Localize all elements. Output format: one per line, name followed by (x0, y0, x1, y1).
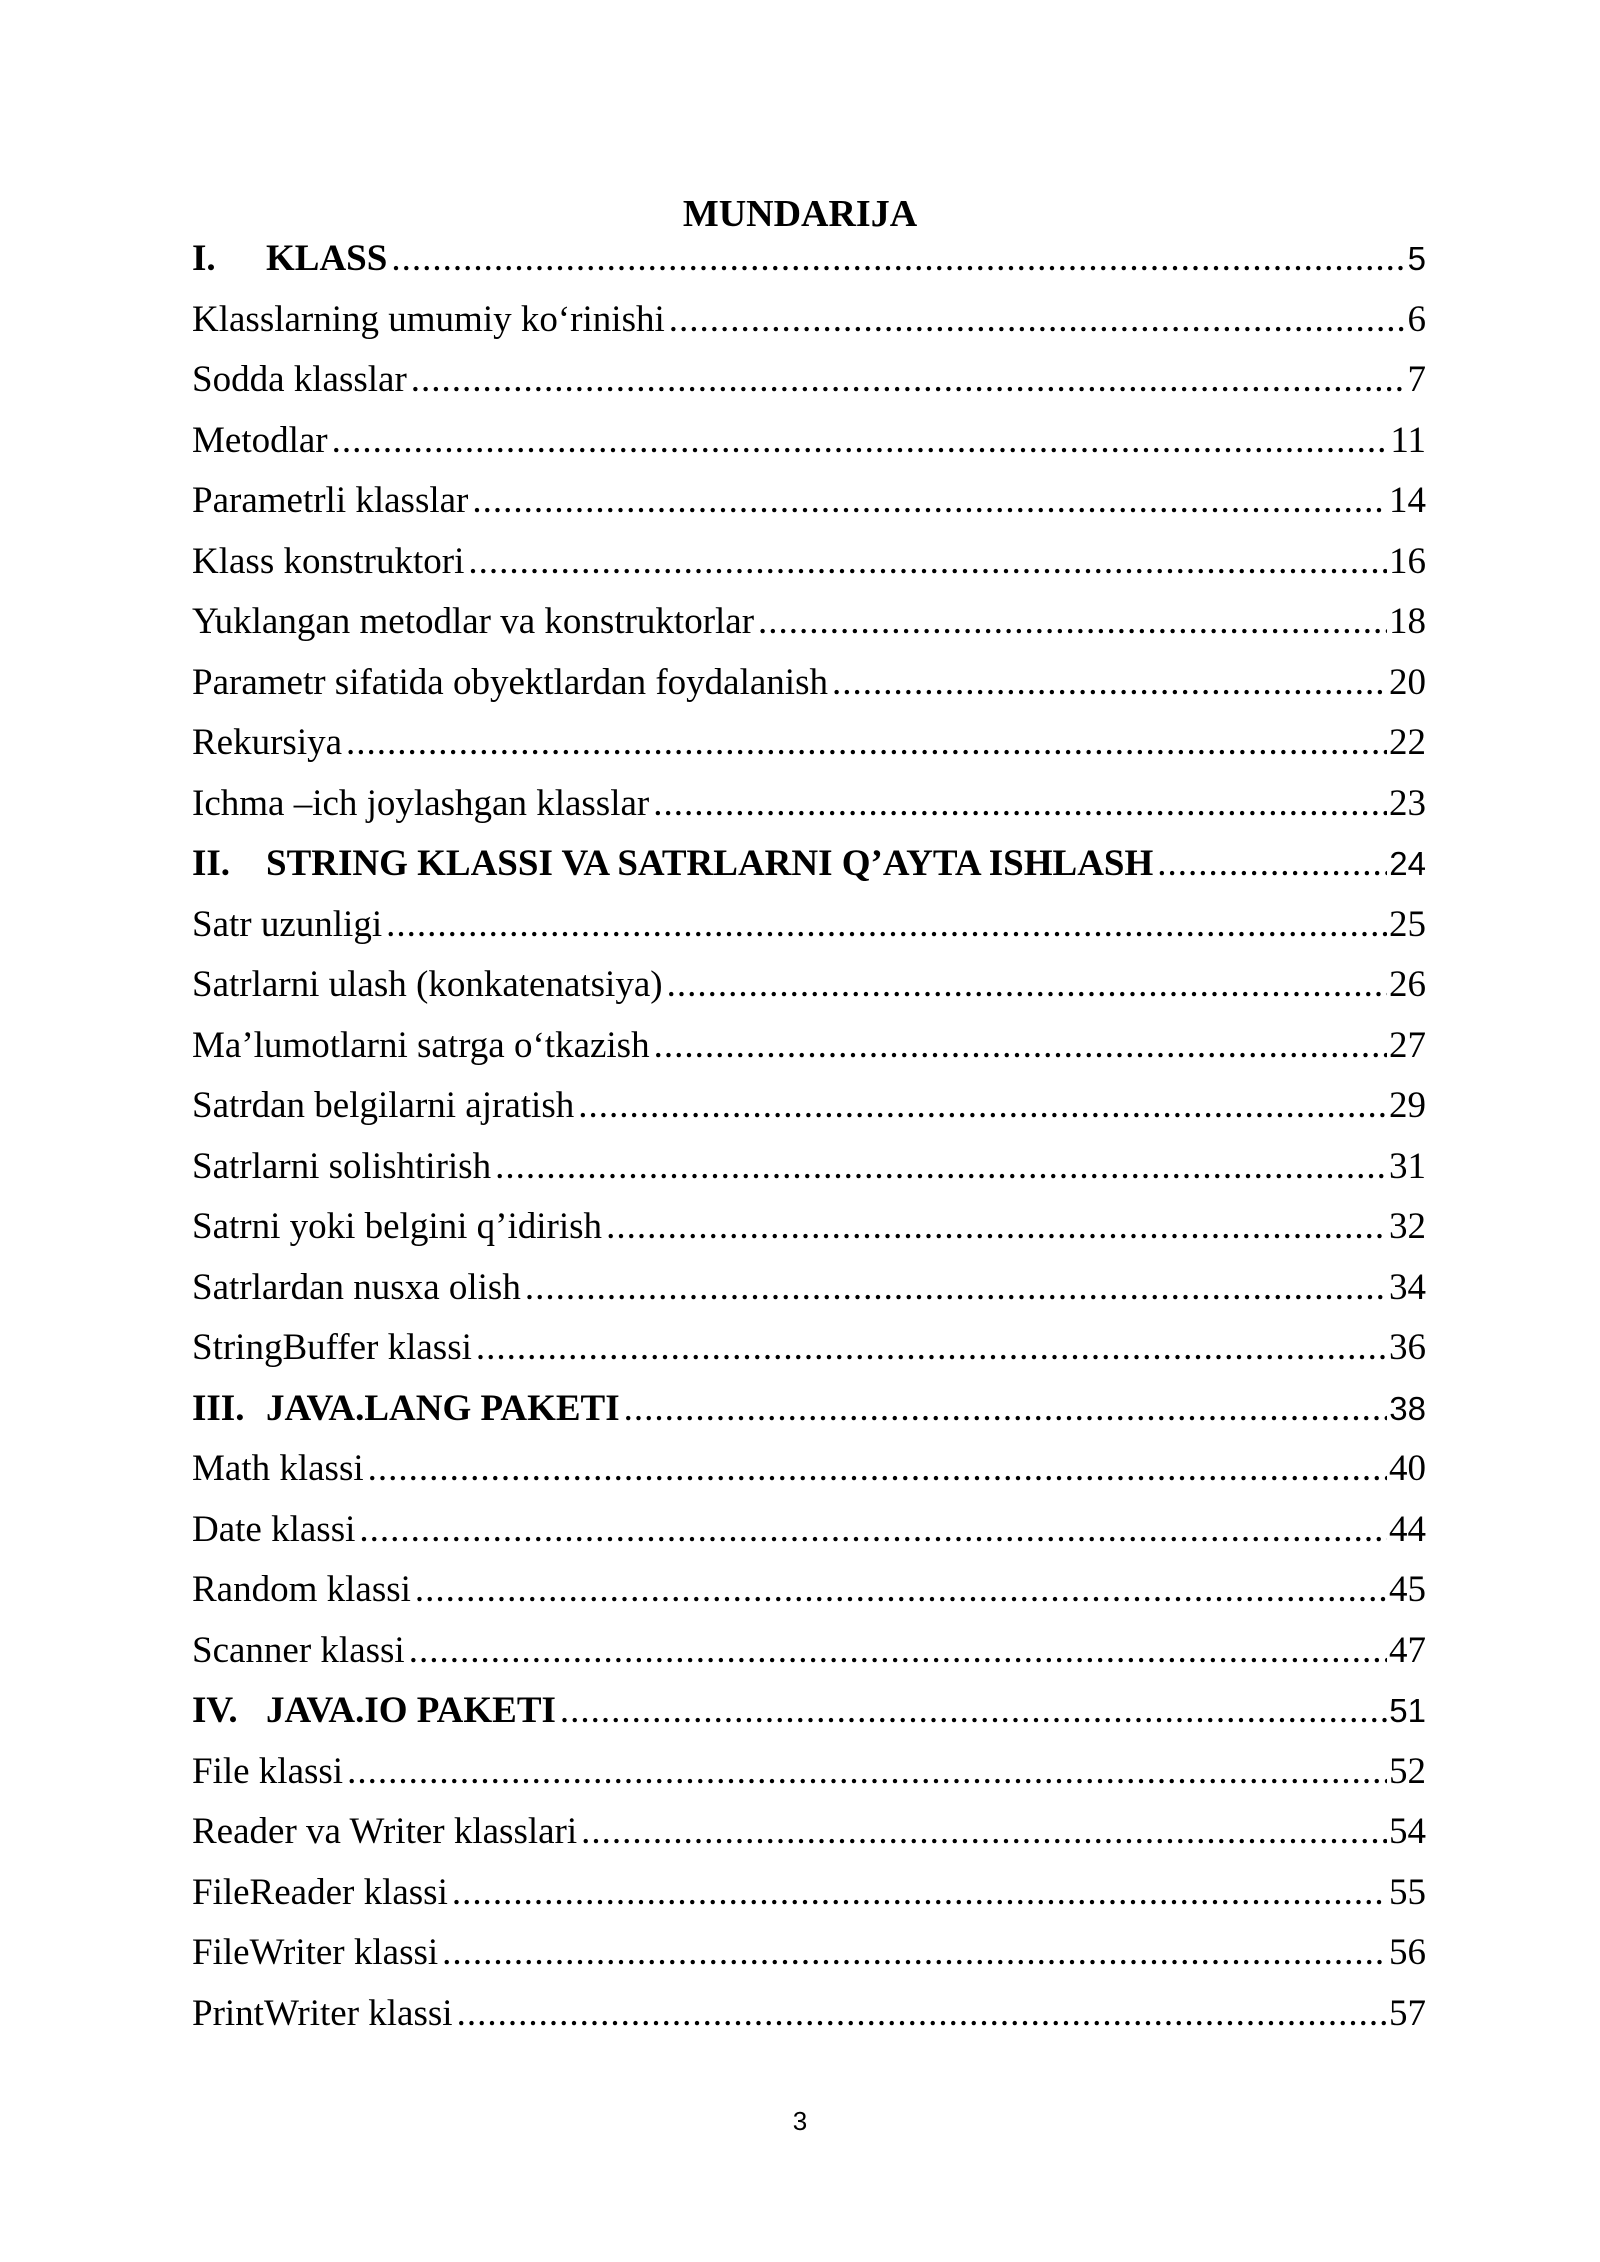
toc-dot-leader (415, 1568, 1387, 1611)
toc-dot-leader (525, 1266, 1387, 1309)
toc-entry-title: Ichma ‒ich joylashgan klasslar (192, 782, 650, 824)
toc-page-number: 24 (1389, 845, 1426, 882)
toc-section-entry[interactable] (192, 1326, 1426, 1387)
toc-page-number: 31 (1389, 1145, 1426, 1187)
toc-section-entry[interactable] (192, 1992, 1426, 2053)
toc-entry-title: Satr uzunligi (192, 903, 383, 945)
toc-dot-leader (347, 1750, 1387, 1793)
toc-page-number: 52 (1389, 1750, 1426, 1792)
toc-page-number: 47 (1389, 1629, 1426, 1671)
toc-page-number: 45 (1389, 1569, 1426, 1610)
toc-section-entry[interactable] (192, 1810, 1426, 1871)
toc-dot-leader (495, 1145, 1387, 1188)
toc-dot-leader (624, 1387, 1388, 1430)
toc-page-number: 7 (1407, 359, 1426, 400)
toc-page-number: 14 (1389, 480, 1426, 521)
toc-entry-title: Satrlardan nusxa olish (192, 1266, 521, 1308)
toc-page-number: 5 (1407, 240, 1426, 277)
toc-section-entry[interactable] (192, 1266, 1426, 1327)
toc-page-number: 22 (1389, 722, 1426, 763)
toc-entry-title: FileWriter klassi (192, 1932, 439, 1973)
toc-section-entry[interactable] (192, 298, 1426, 359)
toc-chapter-entry[interactable] (192, 1689, 1426, 1750)
toc-page-number: 20 (1389, 661, 1426, 703)
toc-dot-leader (758, 600, 1387, 643)
toc-dot-leader (667, 963, 1387, 1006)
toc-dot-leader (457, 1992, 1387, 2035)
toc-entry-title: Date klassi (192, 1508, 356, 1550)
toc-dot-leader (346, 721, 1387, 764)
toc-page-number: 18 (1389, 601, 1426, 642)
toc-dot-leader (359, 1508, 1387, 1551)
toc-dot-leader (391, 237, 1405, 280)
toc-section-entry[interactable] (192, 1508, 1426, 1569)
toc-entry-title: Klass konstruktori (192, 540, 465, 582)
toc-entry-title: PrintWriter klassi (192, 1992, 453, 2034)
toc-entry-title: Satrlarni ulash (konkatenatsiya) (192, 964, 663, 1005)
toc-section-entry[interactable] (192, 1629, 1426, 1690)
toc-entry-title: Random klassi (192, 1569, 411, 1610)
toc-entry-title: JAVA.IO PAKETI (266, 1690, 556, 1731)
toc-section-entry[interactable] (192, 963, 1426, 1024)
toc-section-entry[interactable] (192, 1750, 1426, 1811)
table-of-contents (192, 237, 1426, 2052)
toc-page-number: 54 (1389, 1811, 1426, 1852)
toc-dot-leader (386, 903, 1387, 946)
toc-dot-leader (472, 479, 1387, 522)
toc-page-number: 25 (1389, 903, 1426, 945)
toc-entry-title: Parametrli klasslar (192, 480, 469, 521)
toc-section-entry[interactable] (192, 1145, 1426, 1206)
toc-entry-title: StringBuffer klassi (192, 1327, 472, 1368)
toc-page-number: 11 (1390, 419, 1426, 461)
toc-dot-leader (578, 1084, 1387, 1127)
toc-dot-leader (606, 1205, 1387, 1248)
toc-section-entry[interactable] (192, 1024, 1426, 1085)
toc-page-number: 6 (1407, 298, 1426, 340)
toc-dot-leader (653, 782, 1387, 825)
toc-section-entry[interactable] (192, 721, 1426, 782)
toc-dot-leader (442, 1931, 1387, 1974)
toc-section-entry[interactable] (192, 903, 1426, 964)
toc-dot-leader (452, 1871, 1387, 1914)
toc-entry-title: Scanner klassi (192, 1629, 405, 1671)
toc-entry-title: Klasslarning umumiy ko‘rinishi (192, 298, 665, 340)
toc-entry-title: Satrdan belgilarni ajratish (192, 1085, 575, 1126)
toc-page-number: 34 (1389, 1266, 1426, 1308)
toc-chapter-number: I. (192, 238, 216, 279)
toc-dot-leader (581, 1810, 1387, 1853)
toc-section-entry[interactable] (192, 540, 1426, 601)
toc-chapter-number: III. (192, 1387, 245, 1429)
toc-section-entry[interactable] (192, 479, 1426, 540)
toc-dot-leader (654, 1024, 1387, 1067)
toc-entry-title: Satrni yoki belgini q’idirish (192, 1206, 603, 1247)
toc-page-number: 56 (1389, 1932, 1426, 1973)
toc-entry-title: FileReader klassi (192, 1871, 448, 1913)
toc-entry-title: JAVA.LANG PAKETI (266, 1387, 620, 1429)
toc-dot-leader (832, 661, 1387, 704)
toc-entry-title: Ma’lumotlarni satrga o‘tkazish (192, 1024, 650, 1066)
toc-dot-leader (368, 1447, 1387, 1490)
toc-page-number: 16 (1389, 540, 1426, 582)
toc-title: MUNDARIJA (682, 193, 918, 235)
toc-entry-title: Rekursiya (192, 722, 343, 763)
toc-dot-leader (409, 1629, 1387, 1672)
toc-section-entry[interactable] (192, 1205, 1426, 1266)
toc-section-entry[interactable] (192, 1084, 1426, 1145)
toc-page-number: 51 (1389, 1692, 1426, 1729)
toc-dot-leader (476, 1326, 1387, 1369)
toc-entry-title: Math klassi (192, 1448, 364, 1489)
toc-page-number: 23 (1389, 782, 1426, 824)
toc-dot-leader (468, 540, 1387, 583)
toc-section-entry[interactable] (192, 661, 1426, 722)
toc-page-number: 29 (1389, 1085, 1426, 1126)
toc-page-number: 26 (1389, 964, 1426, 1005)
toc-page-number: 27 (1389, 1024, 1426, 1066)
toc-chapter-entry[interactable] (192, 842, 1426, 903)
toc-dot-leader (669, 298, 1406, 341)
page-number: 3 (792, 2106, 808, 2136)
toc-page-number: 55 (1389, 1871, 1426, 1913)
toc-page-number: 44 (1389, 1508, 1426, 1550)
toc-page-number: 32 (1389, 1206, 1426, 1247)
toc-entry-title: Metodlar (192, 419, 328, 461)
toc-page-number: 38 (1389, 1389, 1426, 1427)
toc-section-entry[interactable] (192, 782, 1426, 843)
toc-section-entry[interactable] (192, 600, 1426, 661)
toc-entry-title: Yuklangan metodlar va konstruktorlar (192, 601, 755, 642)
toc-entry-title: KLASS (266, 238, 388, 279)
toc-section-entry[interactable] (192, 1447, 1426, 1508)
toc-entry-title: Satrlarni solishtirish (192, 1145, 492, 1187)
toc-entry-title: File klassi (192, 1750, 344, 1792)
toc-chapter-entry[interactable] (192, 1387, 1426, 1448)
toc-section-entry[interactable] (192, 1931, 1426, 1992)
toc-entry-title: Sodda klasslar (192, 359, 407, 400)
toc-section-entry[interactable] (192, 1871, 1426, 1932)
toc-entry-title: STRING KLASSI VA SATRLARNI Q’AYTA ISHLASH (266, 843, 1154, 884)
toc-section-entry[interactable] (192, 358, 1426, 419)
toc-chapter-entry[interactable] (192, 237, 1426, 298)
toc-page-number: 40 (1389, 1448, 1426, 1489)
toc-chapter-number: IV. (192, 1690, 238, 1731)
toc-section-entry[interactable] (192, 419, 1426, 480)
toc-entry-title: Parametr sifatida obyektlardan foydalanish (192, 661, 828, 703)
toc-chapter-number: II. (192, 843, 231, 884)
toc-entry-title: Reader va Writer klasslari (192, 1811, 578, 1852)
toc-page-number: 57 (1389, 1992, 1426, 2034)
toc-dot-leader (560, 1689, 1387, 1732)
toc-dot-leader (332, 419, 1389, 462)
toc-dot-leader (1157, 842, 1387, 885)
toc-page-number: 36 (1389, 1327, 1426, 1368)
toc-dot-leader (411, 358, 1406, 401)
toc-section-entry[interactable] (192, 1568, 1426, 1629)
